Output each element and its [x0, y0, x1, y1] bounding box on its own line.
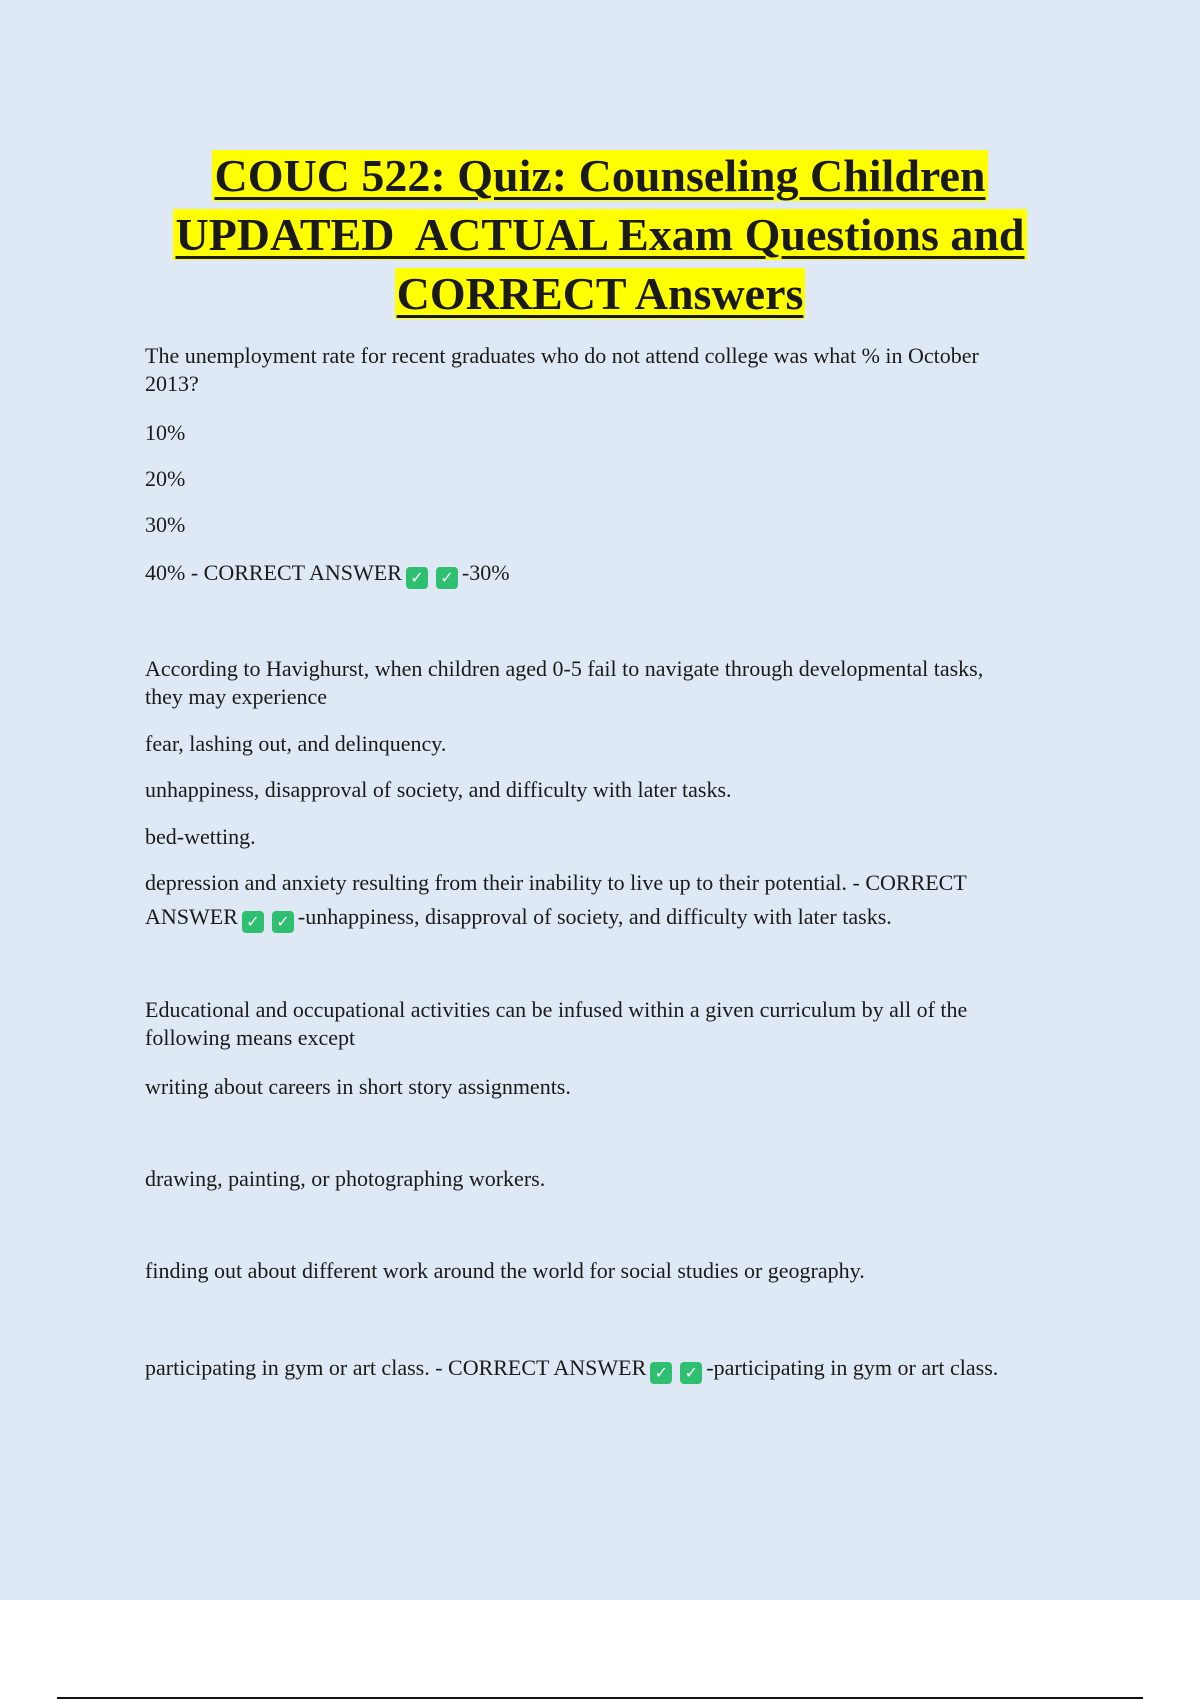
question-2-option-2: unhappiness, disapproval of society, and difficulty with later tasks. [145, 777, 732, 802]
check-icon: ✓ [406, 567, 428, 589]
question-2-text [145, 655, 1090, 711]
check-icon: ✓ [272, 911, 294, 933]
question-2-line-1: According to Havighurst, when children aged 0-5 fail to navigate through developmental tasks, [145, 656, 984, 681]
title-line-2: UPDATED ACTUAL Exam Questions and [175, 209, 1025, 260]
question-2-answer-block [145, 869, 1090, 933]
footer-divider [57, 1697, 1143, 1699]
check-icon: ✓ [242, 911, 264, 933]
question-2-option-3: bed-wetting. [145, 824, 256, 849]
question-2-option-1: fear, lashing out, and delinquency. [145, 731, 447, 756]
question-3-option-3: finding out about different work around the world for social studies or geography. [145, 1258, 865, 1283]
question-1-answer: -30% [461, 560, 510, 585]
title-line-3: CORRECT Answers [396, 268, 804, 319]
question-3-answer: -participating in gym or art class. [706, 1355, 999, 1380]
question-3-option-2: drawing, painting, or photographing workers. [145, 1166, 546, 1191]
check-icon: ✓ [680, 1362, 702, 1384]
question-1-option-4-prefix: 40% - CORRECT ANSWER [145, 560, 402, 585]
question-3-line-2: following means except [145, 1025, 356, 1050]
question-1-option-1: 10% [145, 420, 186, 445]
question-3-line-1: Educational and occupational activities can be infused within a given curriculum by all of the [145, 997, 968, 1022]
document-title [0, 146, 1200, 323]
question-1-answer-line [145, 559, 1090, 589]
question-1-line-2: 2013? [145, 371, 199, 396]
question-3-answer-line [145, 1354, 1105, 1384]
question-2-answer: -unhappiness, disapproval of society, and difficulty with later tasks. [297, 904, 892, 929]
question-2-answer-prefix: ANSWER [145, 904, 238, 929]
question-2-option-4: depression and anxiety resulting from their inability to live up to their potential. - CORRECT [145, 870, 967, 895]
question-1-option-3: 30% [145, 512, 186, 537]
question-3-option-4-prefix: participating in gym or art class. - CORRECT ANSWER [145, 1355, 647, 1380]
question-1-text [145, 342, 1090, 398]
check-icon: ✓ [650, 1362, 672, 1384]
check-icon: ✓ [436, 567, 458, 589]
question-3-text [145, 996, 1090, 1052]
question-3-option-1: writing about careers in short story assignments. [145, 1074, 571, 1099]
question-2-line-2: they may experience [145, 684, 328, 709]
question-1-option-2: 20% [145, 466, 186, 491]
question-2-answer-line [145, 903, 1090, 933]
question-1-line-1: The unemployment rate for recent graduates who do not attend college was what % in October [145, 343, 979, 368]
title-line-1: COUC 522: Quiz: Counseling Children [214, 150, 986, 201]
